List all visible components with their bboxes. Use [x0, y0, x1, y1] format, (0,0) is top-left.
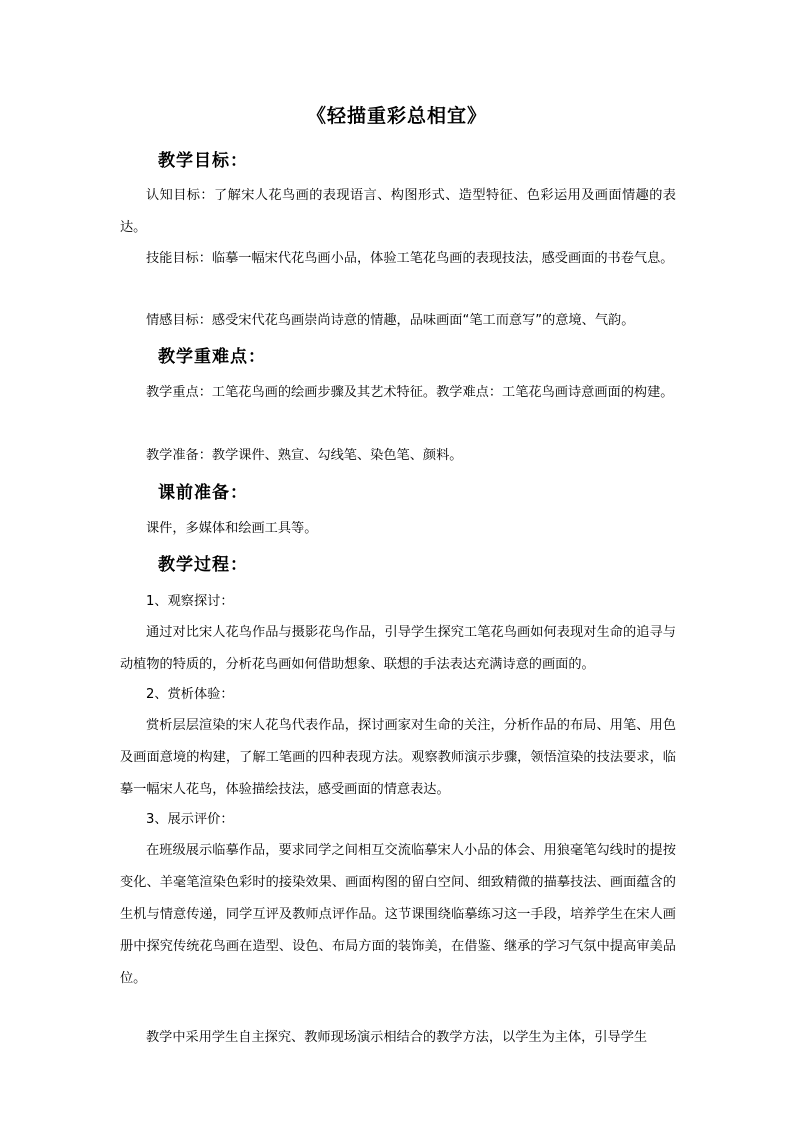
paragraph-skill-objective: 技能目标：临摹一幅宋代花鸟画小品，体验工笔花鸟画的表现技法，感受画面的书卷气息。 — [146, 251, 674, 266]
heading-objectives: 教学目标： — [158, 151, 248, 171]
heading-preparation: 课前准备： — [158, 483, 248, 503]
step2-title: 2、赏析体验： — [146, 687, 234, 702]
paragraph-emotion-objective: 情感目标：感受宋代花鸟画崇尚诗意的情趣，品味画面“笔工而意写”的意境、气韵。 — [146, 313, 635, 328]
paragraph-key-difficult-points: 教学重点：工笔花鸟画的绘画步骤及其艺术特征。教学难点：工笔花鸟画诗意画面的构建。 — [146, 385, 674, 400]
step1-content: 通过对比宋人花鸟作品与摄影花鸟作品，引导学生探究工笔花鸟画如何表现对生命的追寻与动植物的特质的，分析花鸟画如何借助想象、联想的手法表达充满诗意的画面的。 — [120, 625, 676, 672]
document-title: 《轻描重彩总相宜》 — [306, 105, 487, 127]
step3-content: 在班级展示临摹作品，要求同学之间相互交流临摹宋人小品的体会、用狼毫笔勾线时的提按变化、羊毫笔渲染色彩时的接染效果、画面构图的留白空间、细致精微的描摹技法、画面蕴含的生机与情意传递，同学互评及教师点评作品。这节课围绕临摹练习这一手段，培养学生在宋人画册中探究传统花鸟画在造型、设色、布局方面的装饰美，在借鉴、继承的学习气氛中提高审美品位。 — [120, 843, 676, 986]
paragraph-cognitive-objective: 认知目标：了解宋人花鸟画的表现语言、构图形式、造型特征、色彩运用及画面情趣的表达。 — [120, 188, 676, 235]
heading-process: 教学过程： — [158, 555, 248, 575]
closing-paragraph: 教学中采用学生自主探究、教师现场演示相结合的教学方法，以学生为主体，引导学生 — [146, 1030, 648, 1045]
heading-key-points: 教学重难点： — [158, 347, 266, 367]
paragraph-teaching-materials: 教学准备：教学课件、熟宣、勾线笔、染色笔、颜料。 — [146, 448, 463, 463]
step3-title: 3、展示评价： — [146, 812, 234, 827]
step2-content: 赏析层层渲染的宋人花鸟代表作品，探讨画家对生命的关注，分析作品的布局、用笔、用色及画面意境的构建，了解工笔画的四种表现方法。观察教师演示步骤，领悟渲染的技法要求，临摹一幅宋人花鸟，体验描绘技法，感受画面的情意表达。 — [120, 718, 676, 797]
step1-title: 1、观察探讨： — [146, 594, 234, 609]
paragraph-preparation: 课件，多媒体和绘画工具等。 — [146, 521, 318, 536]
